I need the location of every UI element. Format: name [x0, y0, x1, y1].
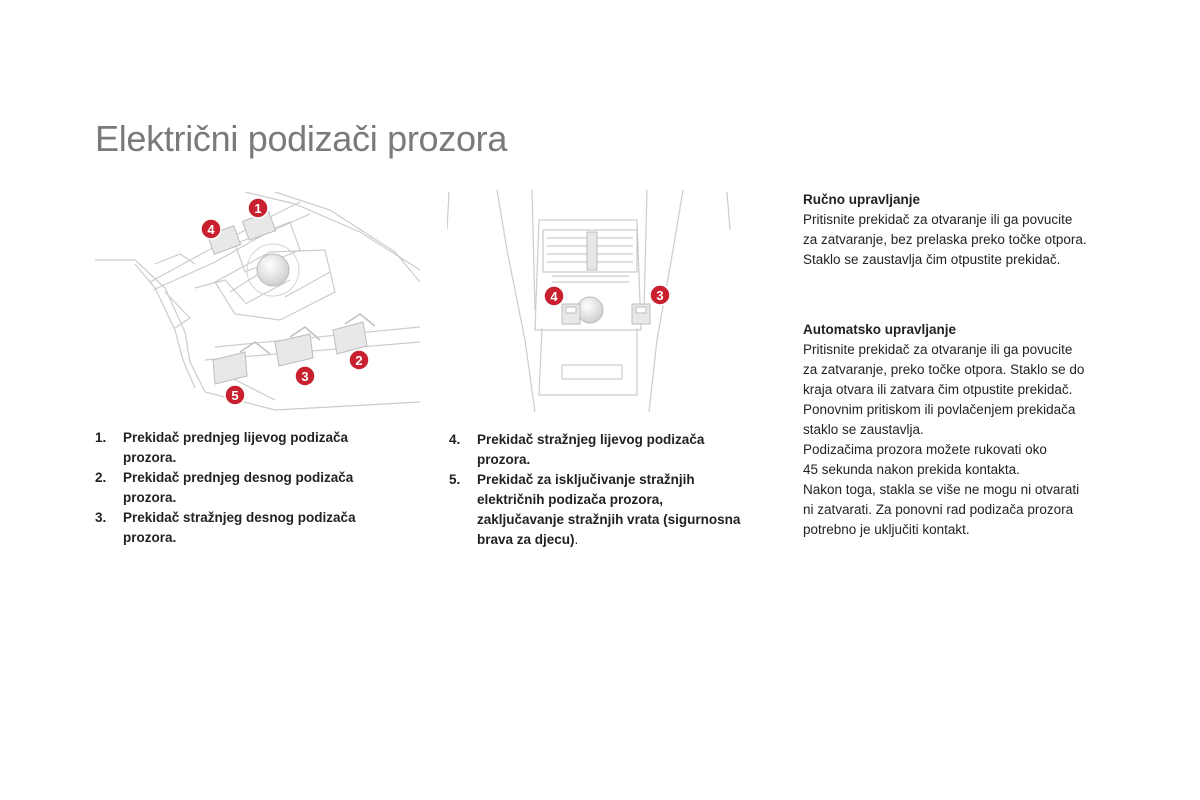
svg-text:4: 4	[207, 222, 215, 237]
automatic-operation-section	[803, 320, 1143, 540]
auto-line: potrebno je uključiti kontakt.	[803, 522, 970, 537]
callout-3	[295, 366, 315, 386]
list-item-number: 4.	[449, 432, 461, 447]
switch-list-middle	[449, 430, 749, 550]
list-item	[449, 470, 749, 550]
callout-3-rear	[650, 285, 670, 305]
svg-text:2: 2	[355, 353, 363, 368]
rear-console-drawing	[447, 190, 732, 412]
auto-line: kraja otvara ili zatvara čim otpustite prekidač.	[803, 382, 1073, 397]
list-item	[95, 508, 405, 548]
auto-line: Podizačima prozora možete rukovati oko	[803, 442, 1047, 457]
callout-markers-rear	[544, 285, 670, 306]
auto-line: Nakon toga, stakla se više ne mogu ni otvarati	[803, 482, 1080, 497]
rear-console-illustration	[447, 190, 732, 412]
svg-text:3: 3	[301, 369, 309, 384]
list-item	[95, 468, 405, 508]
manual-line: Staklo se zaustavlja čim otpustite prekidač.	[803, 252, 1061, 267]
list-item-number: 5.	[449, 472, 461, 487]
list-item-number: 1.	[95, 430, 107, 445]
auto-line: za zatvaranje, preko točke otpora. Staklo se do	[803, 362, 1085, 377]
callout-2	[349, 350, 369, 370]
list-item-text: Prekidač prednjeg lijevog podizača prozora.	[123, 430, 349, 465]
manual-operation-section	[803, 190, 1143, 270]
callout-1	[248, 198, 268, 218]
callout-4-rear	[544, 286, 564, 306]
manual-line: Pritisnite prekidač za otvaranje ili ga povucite	[803, 212, 1073, 227]
auto-line: Pritisnite prekidač za otvaranje ili ga povucite	[803, 342, 1073, 357]
list-item-number: 2.	[95, 470, 107, 485]
manual-line: za zatvaranje, bez prelaska preko točke otpora.	[803, 232, 1087, 247]
auto-line: 45 sekunda nakon prekida kontakta.	[803, 462, 1020, 477]
list-item-text: Prekidač za isključivanje stražnjih električnih podizača prozora, zaključavanje stražnjih vrata (sigurnosna brava za djecu)	[477, 472, 741, 547]
svg-text:3: 3	[656, 288, 664, 303]
svg-text:1: 1	[254, 201, 262, 216]
front-console-illustration	[95, 192, 420, 412]
list-item-text: Prekidač stražnjeg desnog podizača prozora.	[123, 510, 356, 545]
automatic-operation-heading: Automatsko upravljanje	[803, 322, 957, 337]
list-item-text: Prekidač prednjeg desnog podizača prozora.	[123, 470, 354, 505]
list-item-number: 3.	[95, 510, 107, 525]
svg-text:5: 5	[231, 388, 239, 403]
list-item-body	[477, 470, 749, 550]
front-console-drawing	[95, 192, 420, 412]
callout-4	[201, 219, 221, 239]
auto-line: staklo se zaustavlja.	[803, 422, 924, 437]
auto-line: Ponovnim pritiskom ili povlačenjem prekidača	[803, 402, 1076, 417]
svg-text:4: 4	[550, 289, 558, 304]
list-item	[449, 430, 749, 470]
switch-list-left	[95, 428, 405, 548]
page-title: Električni podizači prozora	[95, 118, 508, 159]
list-item	[95, 428, 405, 468]
auto-line: ni zatvarati. Za ponovni rad podizača prozora	[803, 502, 1074, 517]
list-item-suffix: .	[574, 532, 579, 547]
list-item-text: Prekidač stražnjeg lijevog podizača prozora.	[477, 432, 705, 467]
manual-operation-heading: Ručno upravljanje	[803, 192, 921, 207]
callout-5	[225, 385, 245, 405]
